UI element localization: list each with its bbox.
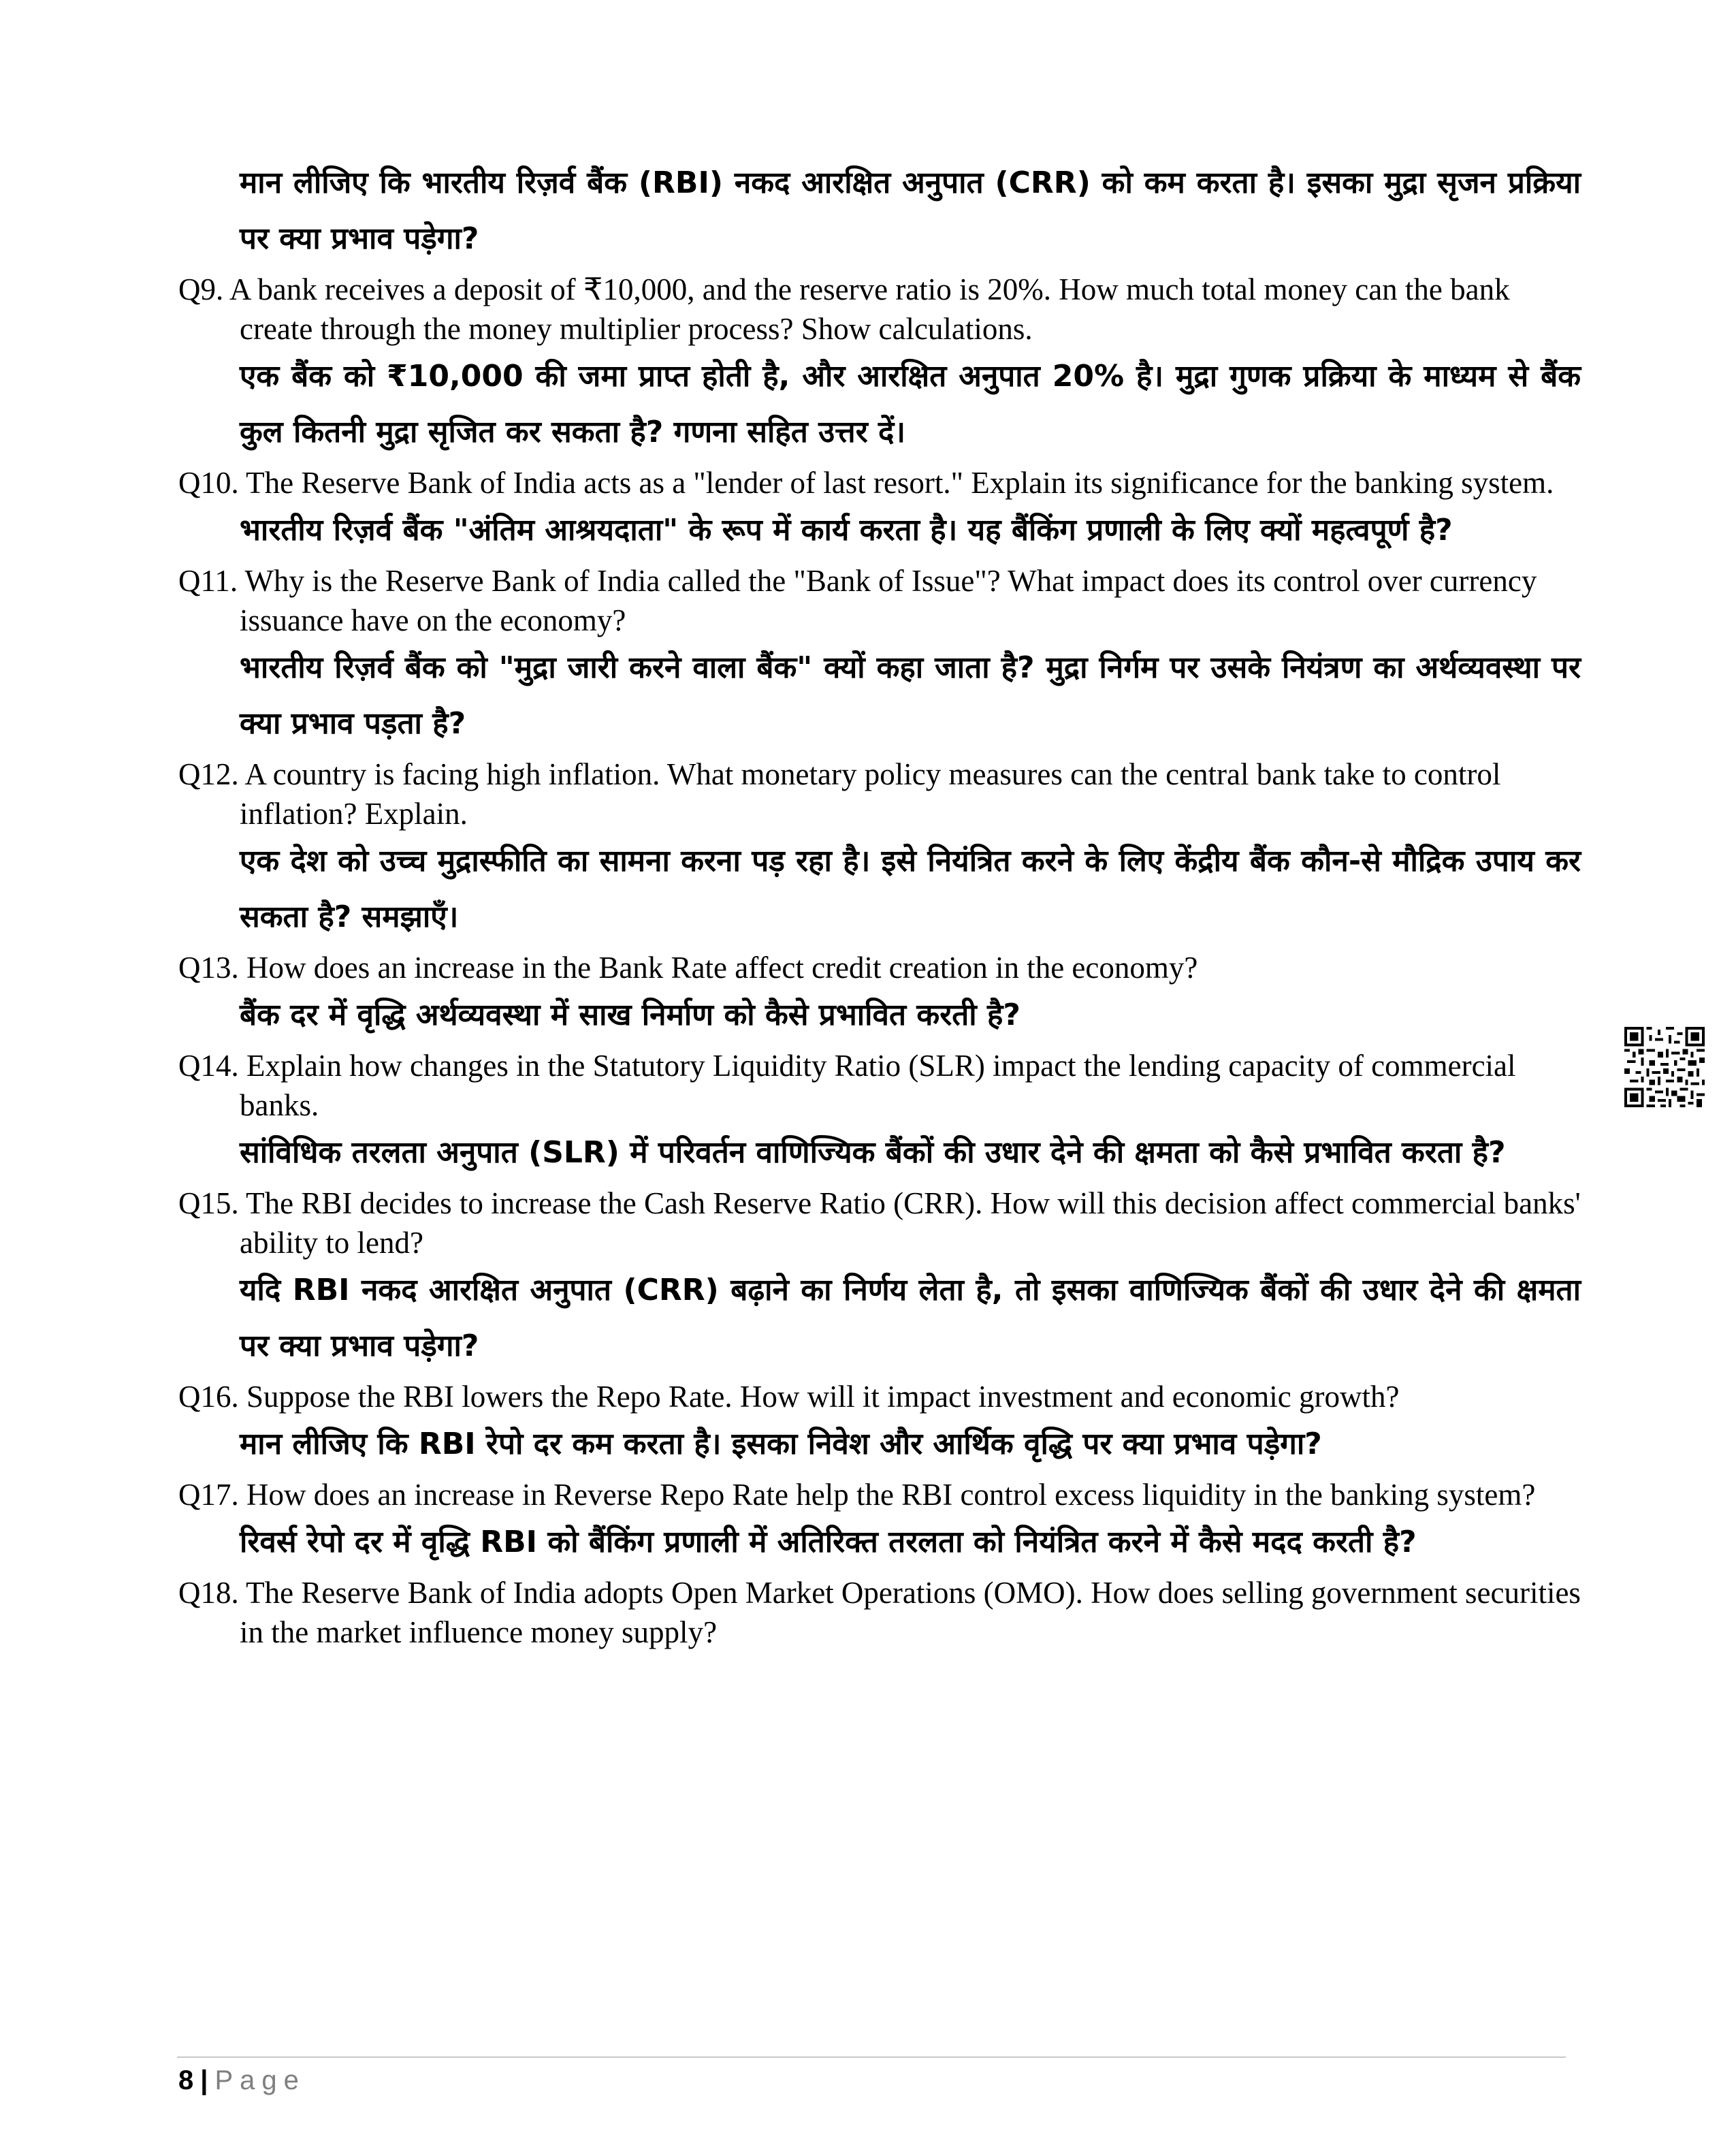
question-english: Q14. Explain how changes in the Statutory Liquidity Ratio (SLR) impact the lending capacity of commercial banks. [178,1049,1516,1122]
qr-code-icon[interactable] [1624,1027,1705,1107]
question-hindi: एक देश को उच्च मुद्रास्फीति का सामना करना पड़ रहा है। इसे नियंत्रित करने के लिए केंद्रीय बैंक कौन-से मौद्रिक उपाय कर सकता है? समझाएँ। [240,844,1581,934]
page-footer [178,2063,306,2097]
question-english: Q16. Suppose the RBI lowers the Repo Rate. How will it impact investment and economic growth? [178,1380,1400,1414]
question-q16 [178,1377,1581,1472]
question-hindi: भारतीय रिज़र्व बैंक को "मुद्रा जारी करने वाला बैंक" क्यों कहा जाता है? मुद्रा निर्गम पर उसके नियंत्रण का अर्थव्यवस्था पर क्या प्रभाव पड़ता है? [240,650,1581,741]
question-q18 [178,1573,1581,1652]
page-label: Page [214,2065,306,2095]
question-english: Q10. The Reserve Bank of India acts as a "lender of last resort." Explain its significance for the banking system. [178,466,1554,500]
question-q15 [178,1183,1581,1374]
question-q13 [178,948,1581,1043]
question-english: Q17. How does an increase in Reverse Repo Rate help the RBI control excess liquidity in the banking system? [178,1478,1536,1512]
intro-hindi-text: मान लीजिए कि भारतीय रिज़र्व बैंक (RBI) नकद आरक्षित अनुपात (CRR) को कम करता है। इसका मुद्रा सृजन प्रक्रिया पर क्या प्रभाव पड़ेगा? [240,165,1581,256]
question-hindi: यदि RBI नकद आरक्षित अनुपात (CRR) बढ़ाने का निर्णय लेता है, तो इसका वाणिज्यिक बैंकों की उधार देने की क्षमता पर क्या प्रभाव पड़ेगा? [240,1273,1581,1363]
question-english: Q12. A country is facing high inflation. What monetary policy measures can the central bank take to control inflation? Explain. [178,757,1501,831]
question-english: Q13. How does an increase in the Bank Rate affect credit creation in the economy? [178,951,1198,985]
question-hindi: बैंक दर में वृद्धि अर्थव्यवस्था में साख निर्माण को कैसे प्रभावित करती है? [240,998,1020,1032]
question-q11 [178,561,1581,752]
question-english: Q18. The Reserve Bank of India adopts Open Market Operations (OMO). How does selling government securities in the market influence money supply? [178,1576,1581,1649]
question-q14 [178,1046,1581,1181]
question-hindi: भारतीय रिज़र्व बैंक "अंतिम आश्रयदाता" के रूप में कार्य करता है। यह बैंकिंग प्रणाली के लिए क्यों महत्वपूर्ण है? [240,513,1453,547]
question-hindi: एक बैंक को ₹10,000 की जमा प्राप्त होती है, और आरक्षित अनुपात 20% है। मुद्रा गुणक प्रक्रिया के माध्यम से बैंक कुल कितनी मुद्रा सृजित कर सकता है? गणना सहित उत्तर दें। [240,359,1581,449]
question-english: Q9. A bank receives a deposit of ₹10,000, and the reserve ratio is 20%. How much total money can the bank create through the money multiplier process? Show calculations. [178,272,1510,346]
question-q9 [178,270,1581,460]
footer-divider [177,2056,1566,2058]
question-hindi: सांविधिक तरलता अनुपात (SLR) में परिवर्तन वाणिज्यिक बैंकों की उधार देने की क्षमता को कैसे प्रभावित करता है? [240,1135,1506,1170]
question-list [178,155,1581,1652]
question-hindi: मान लीजिए कि RBI रेपो दर कम करता है। इसका निवेश और आर्थिक वृद्धि पर क्या प्रभाव पड़ेगा? [240,1427,1322,1461]
question-english: Q15. The RBI decides to increase the Cash Reserve Ratio (CRR). How will this decision affect commercial banks' ability to lend? [178,1186,1581,1260]
question-hindi: रिवर्स रेपो दर में वृद्धि RBI को बैंकिंग प्रणाली में अतिरिक्त तरलता को नियंत्रित करने में कैसे मदद करती है? [240,1525,1417,1559]
question-q12 [178,754,1581,945]
question-english: Q11. Why is the Reserve Bank of India called the "Bank of Issue"? What impact does its control over currency issuance have on the economy? [178,564,1537,637]
page-number: 8 [178,2065,194,2095]
question-q17 [178,1475,1581,1570]
question-q10 [178,463,1581,558]
footer-separator: | [200,2065,208,2095]
